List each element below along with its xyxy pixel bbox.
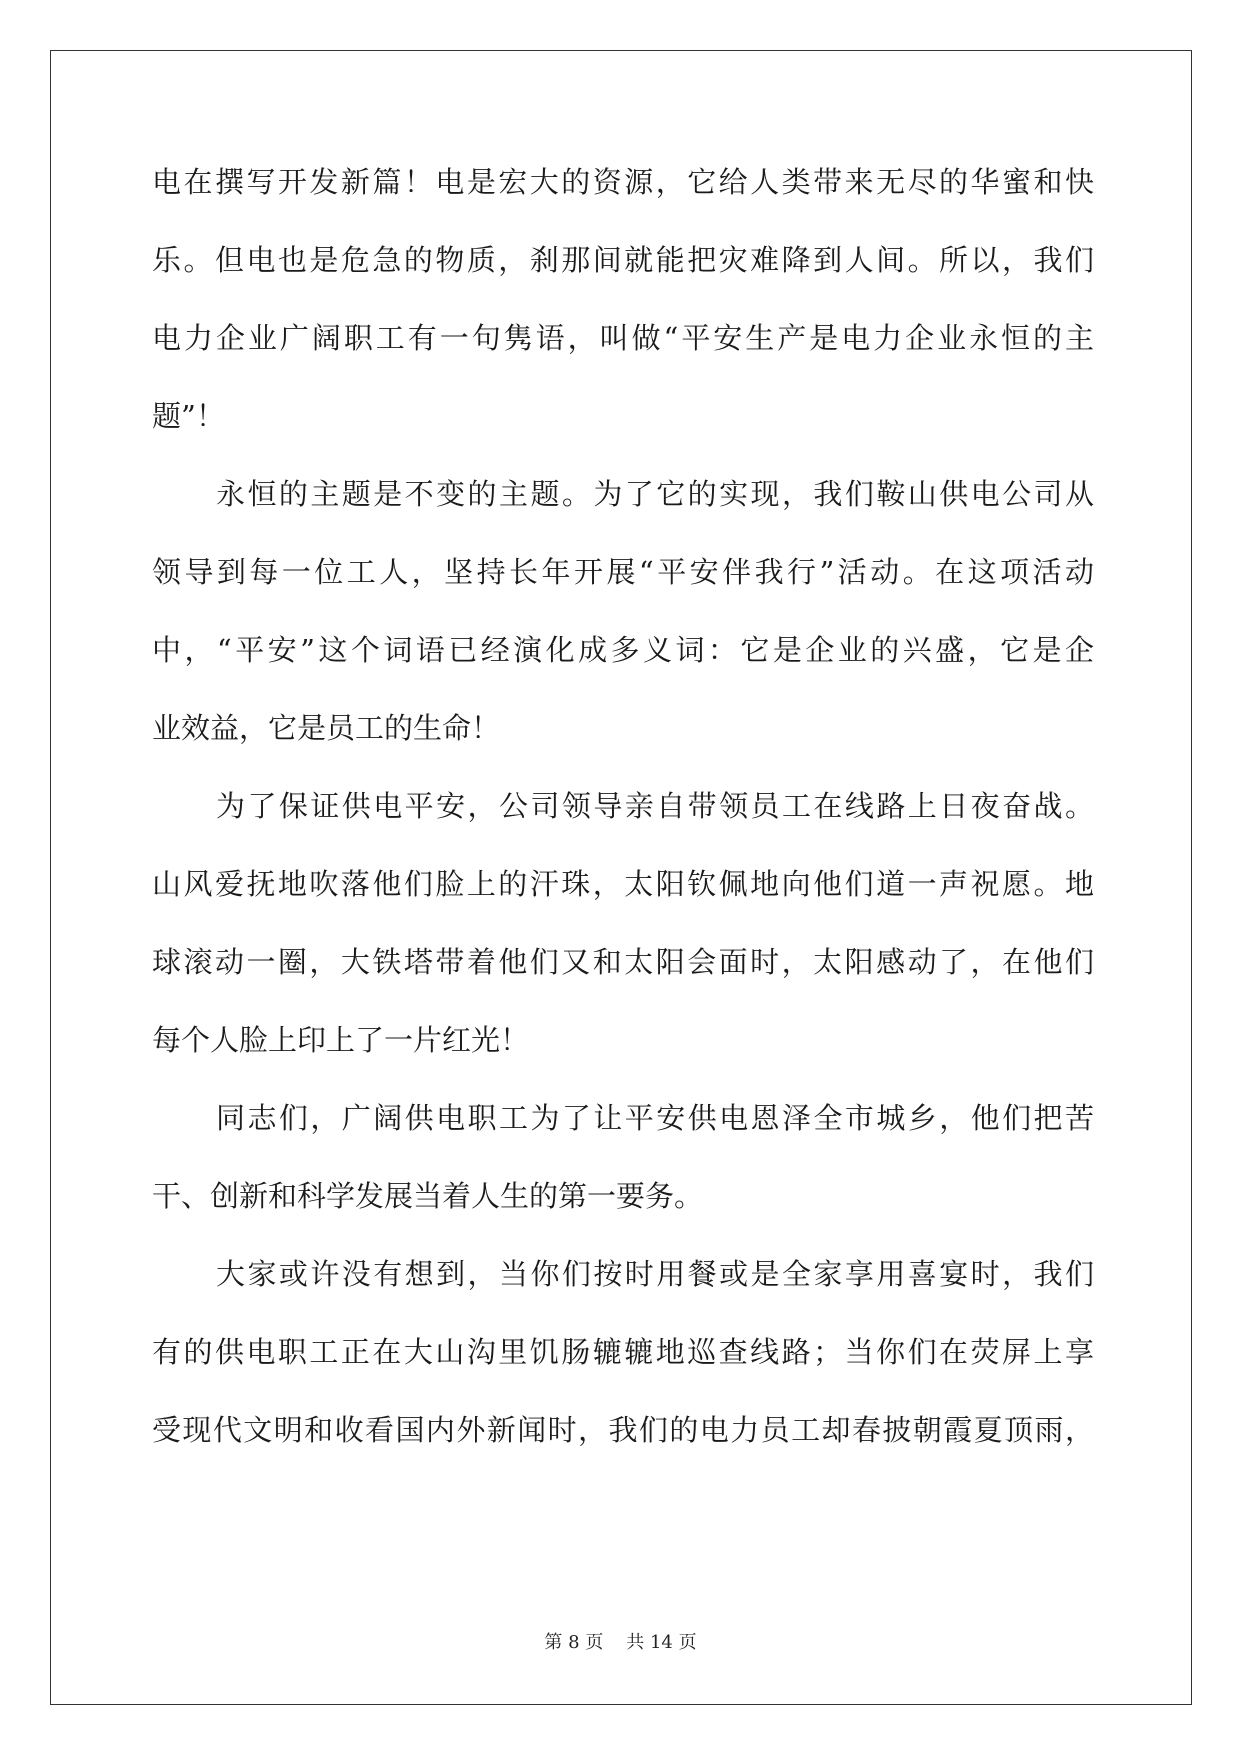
text-line: 中，“平安”这个词语已经演化成多义词：它是企业的兴盛，它是企 — [152, 633, 1094, 667]
text-line: 干、创新和科学发展当着人生的第一要务。 — [152, 1179, 704, 1213]
text-line: 乐。但电也是危急的物质，刹那间就能把灾难降到人间。所以，我们 — [152, 243, 1094, 277]
paragraph — [152, 162, 1094, 474]
text-line: 大家或许没有想到，当你们按时用餐或是全家享用喜宴时，我们 — [216, 1257, 1094, 1291]
text-line: 业效益，它是员工的生命！ — [152, 711, 501, 745]
paragraph — [152, 786, 1094, 1098]
text-line: 每个人脸上印上了一片红光！ — [152, 1023, 530, 1057]
text-line: 为了保证供电平安，公司领导亲自带领员工在线路上日夜奋战。 — [216, 789, 1094, 823]
text-line: 电力企业广阔职工有一句隽语，叫做“平安生产是电力企业永恒的主 — [152, 321, 1094, 355]
text-line: 题”！ — [152, 399, 225, 433]
page-footer — [0, 1628, 1241, 1654]
text-line: 受现代文明和收看国内外新闻时，我们的电力员工却春披朝霞夏顶雨， — [152, 1413, 1094, 1447]
text-line: 电在撰写开发新篇！电是宏大的资源，它给人类带来无尽的华蜜和快 — [152, 165, 1094, 199]
text-line: 球滚动一圈，大铁塔带着他们又和太阳会面时，太阳感动了，在他们 — [152, 945, 1094, 979]
paragraph — [152, 1098, 1094, 1254]
text-line: 永恒的主题是不变的主题。为了它的实现，我们鞍山供电公司从 — [216, 477, 1094, 511]
text-line: 领导到每一位工人，坚持长年开展“平安伴我行”活动。在这项活动 — [152, 555, 1094, 589]
paragraph — [152, 474, 1094, 786]
text-line: 同志们，广阔供电职工为了让平安供电恩泽全市城乡，他们把苦 — [216, 1101, 1094, 1135]
page-total: 共 14 页 — [626, 1632, 697, 1653]
document-body — [152, 162, 1094, 1488]
page-number: 第 8 页 — [544, 1632, 604, 1653]
text-line: 山风爱抚地吹落他们脸上的汗珠，太阳钦佩地向他们道一声祝愿。地 — [152, 867, 1094, 901]
text-line: 有的供电职工正在大山沟里饥肠辘辘地巡查线路；当你们在荧屏上享 — [152, 1335, 1094, 1369]
paragraph — [152, 1254, 1094, 1488]
